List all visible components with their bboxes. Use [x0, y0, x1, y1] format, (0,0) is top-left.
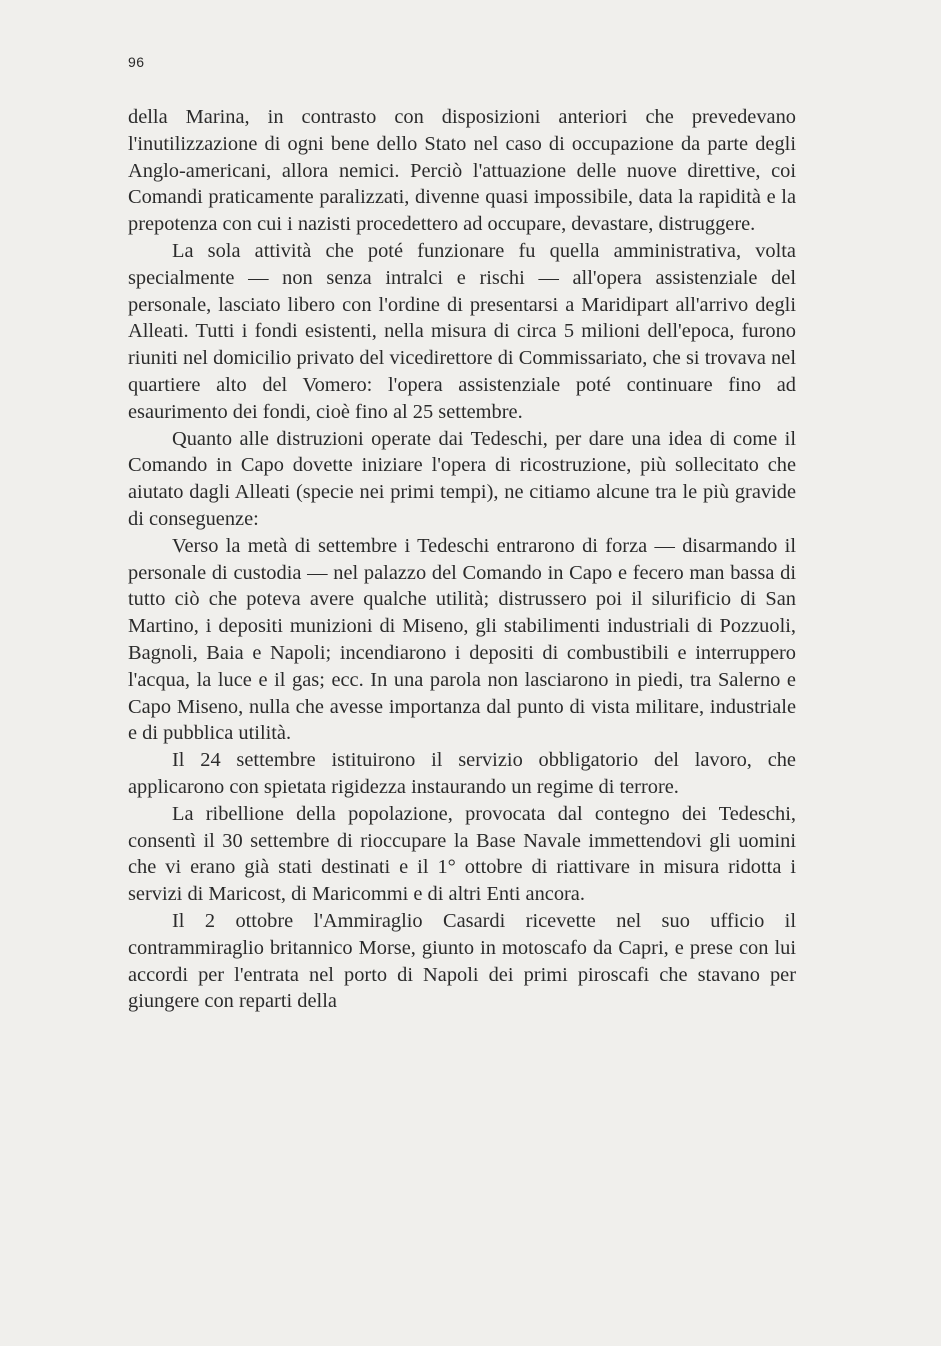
paragraph-4: Verso la metà di settembre i Tedeschi entrarono di forza — disarmando il personale di custodia — nel palazzo del Comando in Capo e fecero man bassa di tutto ciò che poteva avere qualche utilità; distrussero poi il silurificio di San Martino, i depositi munizioni di Miseno, gli stabilimenti industriali di Pozzuoli, Bagnoli, Baia e Napoli; incendiarono i depositi di combustibili e interruppero l'acqua, la luce e il gas; ecc. In una parola non lasciarono in piedi, tra Salerno e Capo Miseno, nulla che avesse importanza dal punto di vista militare, industriale e di pubblica utilità.	[128, 534, 796, 745]
paragraph-5: Il 24 settembre istituirono il servizio obbligatorio del lavoro, che applicarono con spietata rigidezza instaurando un regime di terrore.	[128, 749, 796, 798]
paragraph-1: della Marina, in contrasto con disposizioni anteriori che prevedevano l'inutilizzazione di ogni bene dello Stato nel caso di occupazione da parte degli Anglo-americani, allora nemici. Perciò l'attuazione delle nuove direttive, coi Comandi praticamente paralizzati, divenne quasi impossibile, data la rapidità e la prepotenza con cui i nazisti procedettero ad occupare, devastare, distruggere.	[128, 106, 796, 236]
paragraph-3: Quanto alle distruzioni operate dai Tedeschi, per dare una idea di come il Comando in Capo dovette iniziare l'opera di ricostruzione, più sollecitato che aiutato dagli Alleati (specie nei primi tempi), ne citiamo alcune tra le più gravide di conseguenze:	[128, 427, 796, 530]
paragraph-2: La sola attività che poté funzionare fu quella amministrativa, volta specialmente — non senza intralci e rischi — all'opera assistenziale del personale, lasciato libero con l'ordine di presentarsi a Maridipart all'arrivo degli Alleati. Tutti i fondi esistenti, nella misura di circa 5 milioni dell'epoca, furono riuniti nel domicilio privato del vicedirettore di Commissariato, che si trovava nel quartiere alto del Vomero: l'opera assistenziale poté continuare fino ad esaurimento dei fondi, cioè fino al 25 settembre.	[128, 239, 796, 423]
paragraph-6: La ribellione della popolazione, provocata dal contegno dei Tedeschi, consentì il 30 settembre di rioccupare la Base Navale immettendovi gli uomini che vi erano già stati destinati e il 1° ottobre di riattivare in misura ridotta i servizi di Maricost, di Maricommi e di altri Enti ancora.	[128, 802, 796, 906]
body-text	[128, 104, 796, 1015]
paragraph-7: Il 2 ottobre l'Ammiraglio Casardi ricevette nel suo ufficio il contrammiraglio britannico Morse, giunto in motoscafo da Capri, e prese con lui accordi per l'entrata nel porto di Napoli dei primi piroscafi che stavano per giungere con reparti della	[128, 909, 796, 1013]
page-number: 96	[128, 54, 145, 70]
